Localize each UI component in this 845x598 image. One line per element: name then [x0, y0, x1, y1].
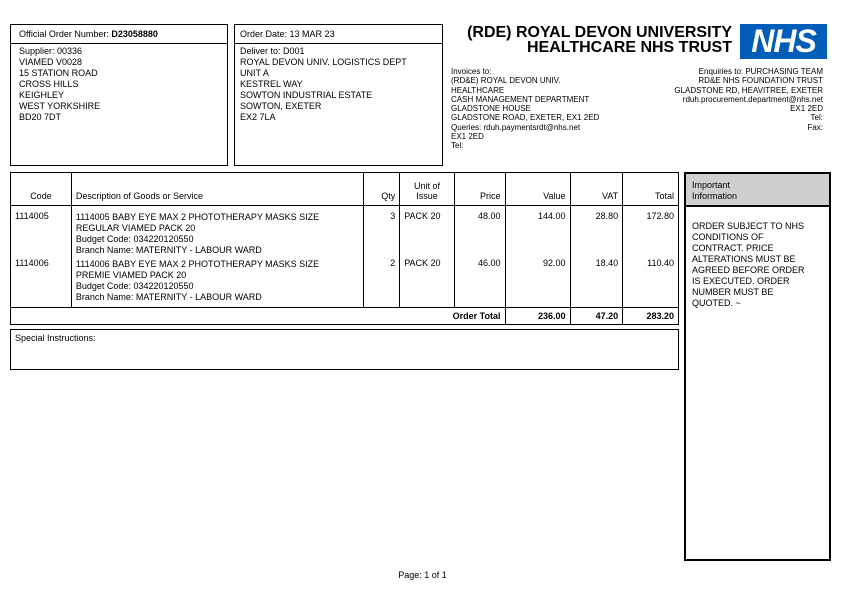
invoice-line: Invoices to: [451, 67, 492, 76]
order-items-table [10, 172, 679, 325]
enquiry-line: Enquiries to: PURCHASING TEAM [698, 67, 823, 76]
order-date-label: Order Date: [240, 29, 288, 39]
invoice-line: (RD&E) ROYAL DEVON UNIV. [451, 76, 561, 86]
item-code: 1114006 [11, 256, 72, 308]
col-vat: VAT [570, 173, 623, 206]
supplier-address [19, 44, 219, 123]
supplier-line: CROSS HILLS [19, 79, 79, 89]
item-budget-code: Budget Code: 034220120550 [75, 234, 194, 244]
item-description [71, 206, 363, 257]
deliver-line: KESTREL WAY [240, 79, 303, 89]
item-description [71, 256, 363, 308]
deliver-line: ROYAL DEVON UNIV. LOGISTICS DEPT [240, 57, 407, 67]
enquiry-line: RD&E NHS FOUNDATION TRUST [698, 76, 823, 86]
table-row [11, 206, 679, 257]
supplier-line: VIAMED V0028 [19, 57, 83, 67]
supplier-line: Supplier: 00336 [19, 46, 83, 56]
important-line: NUMBER MUST BE [692, 287, 774, 297]
order-number-value: D23058880 [111, 29, 158, 39]
item-desc-line: PREMIE VIAMED PACK 20 [75, 270, 187, 280]
col-unit-line1: Unit of [414, 181, 441, 191]
col-total: Total [623, 173, 679, 206]
important-line: AGREED BEFORE ORDER [692, 265, 805, 275]
col-price: Price [454, 173, 505, 206]
item-vat: 28.80 [570, 206, 623, 257]
important-information-header [686, 174, 829, 207]
item-unit: PACK 20 [400, 256, 455, 308]
item-branch-name: Branch Name: MATERNITY - LABOUR WARD [75, 292, 262, 302]
order-total-vat: 47.20 [570, 308, 623, 325]
col-unit-line2: Issue [416, 191, 438, 201]
invoice-line: Queries: rduh.paymentsrdt@nhs.net [451, 122, 581, 132]
important-title-line2: Information [692, 191, 738, 201]
nhs-logo: NHS [740, 24, 827, 59]
item-total: 110.40 [623, 256, 679, 308]
invoice-line: GLADSTONE ROAD, EXETER, EX1 2ED [451, 113, 600, 123]
invoice-line: GLADSTONE HOUSE [451, 104, 531, 114]
item-qty: 2 [364, 256, 400, 308]
col-value: Value [505, 173, 570, 206]
item-branch-name: Branch Name: MATERNITY - LABOUR WARD [75, 245, 262, 255]
trust-name-line2: HEALTHCARE NHS TRUST [526, 39, 732, 56]
invoice-line: EX1 2ED [451, 132, 484, 142]
supplier-line: KEIGHLEY [19, 90, 65, 100]
important-line: QUOTED. ~ [692, 298, 741, 308]
enquiry-line: Tel: [810, 113, 823, 123]
col-unit [400, 173, 455, 206]
enquiries-to [674, 67, 823, 132]
special-instructions-label: Special Instructions: [15, 333, 96, 343]
order-number-label: Official Order Number: [19, 29, 109, 39]
col-description: Description of Goods or Service [71, 173, 363, 206]
order-date-value: 13 MAR 23 [289, 29, 335, 39]
important-information-panel [684, 172, 831, 561]
important-title-line1: Important [692, 180, 731, 190]
order-number-header [11, 27, 227, 44]
table-row [11, 256, 679, 308]
order-date-header [235, 27, 442, 44]
supplier-line: BD20 7DT [19, 112, 62, 122]
order-number-box [10, 24, 228, 166]
supplier-line: 15 STATION ROAD [19, 68, 98, 78]
order-date-box [234, 24, 443, 166]
important-information-text [686, 207, 829, 309]
important-line: ORDER SUBJECT TO NHS [692, 221, 805, 231]
deliver-line: SOWTON, EXETER [240, 101, 322, 111]
important-line: CONDITIONS OF [692, 232, 764, 242]
item-unit: PACK 20 [400, 206, 455, 257]
item-code: 1114005 [11, 206, 72, 257]
item-total: 172.80 [623, 206, 679, 257]
invoice-line: Tel: [451, 141, 464, 151]
enquiry-line: EX1 2ED [790, 104, 823, 114]
order-total-value: 236.00 [505, 308, 570, 325]
item-price: 48.00 [454, 206, 505, 257]
col-qty: Qty [364, 173, 400, 206]
invoice-line: HEALTHCARE [451, 85, 505, 95]
page-number: Page: 1 of 1 [398, 570, 447, 580]
item-vat: 18.40 [570, 256, 623, 308]
special-instructions-box [10, 329, 679, 370]
deliver-to-address [240, 44, 437, 123]
deliver-line: Deliver to: D001 [240, 46, 305, 56]
item-desc-line: 1114006 BABY EYE MAX 2 PHOTOTHERAPY MASKS SIZE [75, 259, 320, 269]
item-desc-line: REGULAR VIAMED PACK 20 [75, 223, 196, 233]
deliver-line: UNIT A [240, 68, 269, 78]
item-price: 46.00 [454, 256, 505, 308]
invoices-to [451, 67, 599, 151]
deliver-line: EX2 7LA [240, 112, 276, 122]
order-total-row [11, 308, 679, 325]
important-line: CONTRACT. PRICE [692, 243, 774, 253]
important-line: IS EXECUTED. ORDER [692, 276, 790, 286]
invoice-line: CASH MANAGEMENT DEPARTMENT [451, 94, 590, 104]
item-qty: 3 [364, 206, 400, 257]
col-code: Code [11, 173, 72, 206]
item-value: 92.00 [505, 256, 570, 308]
enquiry-line: rduh.procurement.department@nhs.net [682, 94, 823, 104]
important-line: ALTERATIONS MUST BE [692, 254, 796, 264]
item-desc-line: 1114005 BABY EYE MAX 2 PHOTOTHERAPY MASKS SIZE [75, 212, 320, 222]
trust-name [467, 25, 732, 55]
order-total-total: 283.20 [623, 308, 679, 325]
trust-name-line1: (RDE) ROYAL DEVON UNIVERSITY [467, 24, 732, 41]
deliver-line: SOWTON INDUSTRIAL ESTATE [240, 90, 373, 100]
order-total-label: Order Total [11, 308, 506, 325]
supplier-line: WEST YORKSHIRE [19, 101, 101, 111]
enquiry-line: GLADSTONE RD, HEAVITREE, EXETER [674, 85, 823, 95]
table-header-row [11, 173, 679, 206]
enquiry-line: Fax: [807, 122, 823, 132]
item-budget-code: Budget Code: 034220120550 [75, 281, 194, 291]
item-value: 144.00 [505, 206, 570, 257]
